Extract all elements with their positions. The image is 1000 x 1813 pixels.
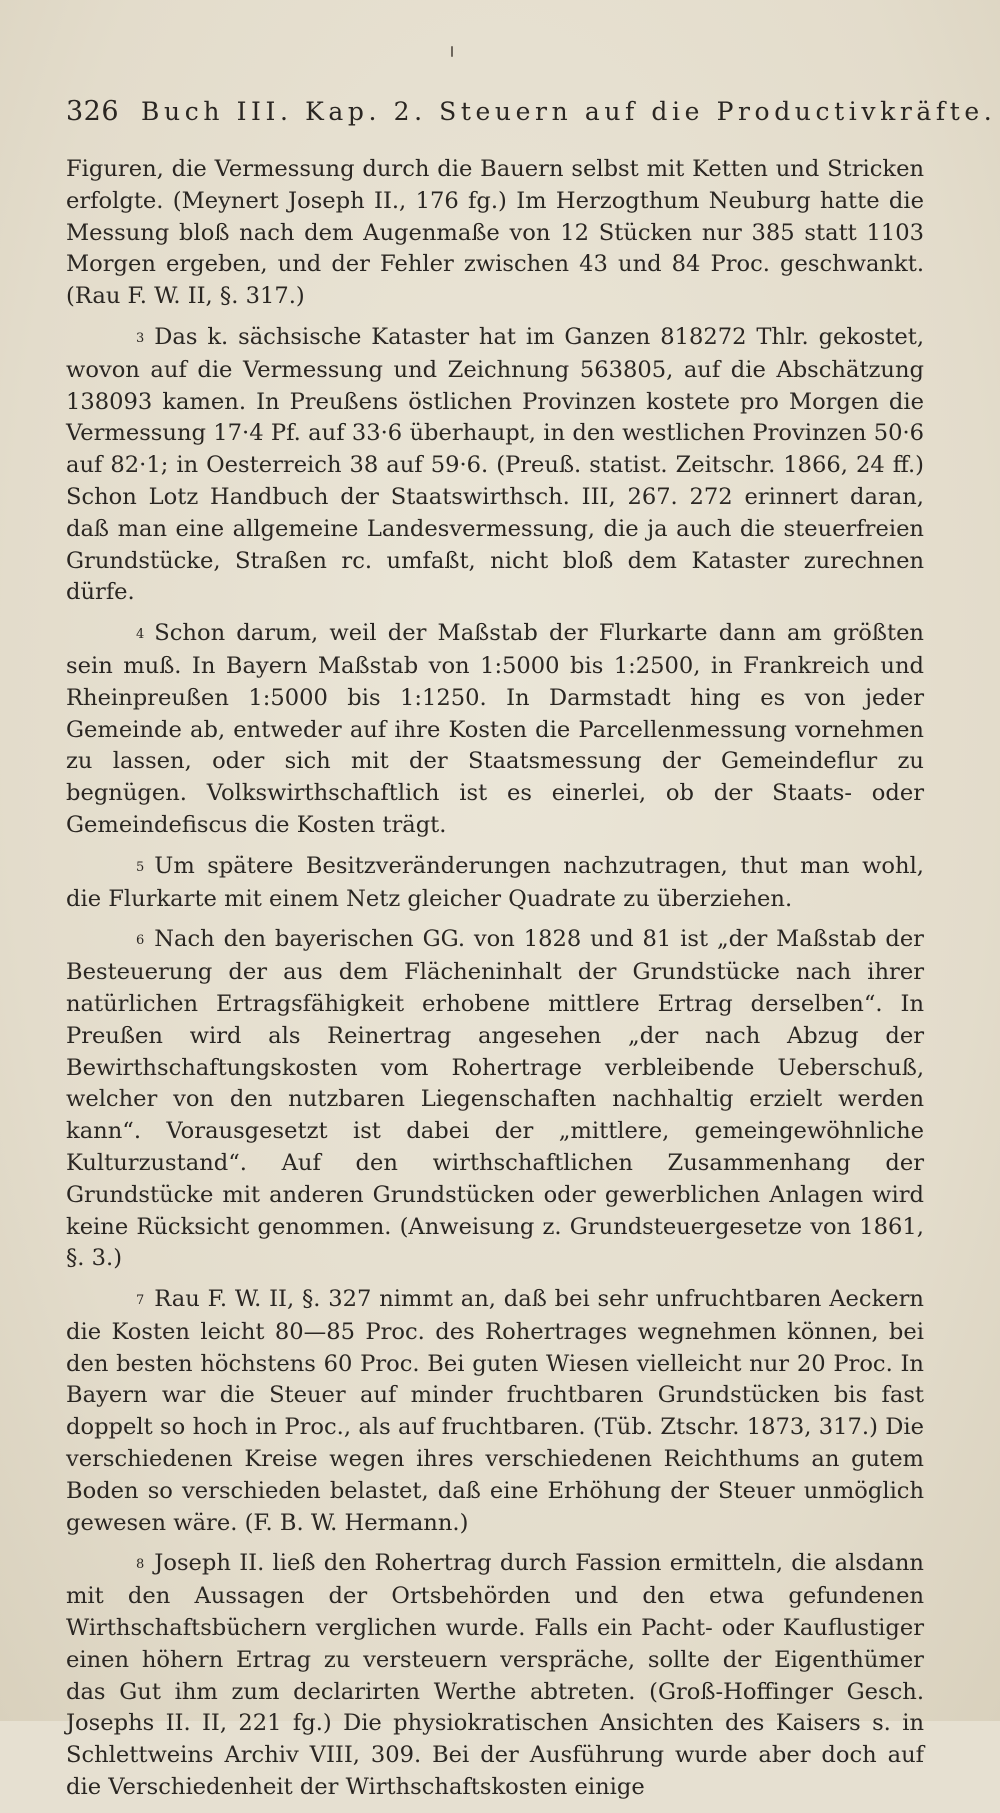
footnote-text: Das k. sächsische Kataster hat im Ganzen 818272 Thlr. gekostet, wovon auf die Vermessung und Zeichnung 563805, auf die Abschätzung 138093 kamen. In Preußens östlichen Provinzen kostete pro Morgen die Vermessung 17·4 Pf. auf 33·6 überhaupt, in den westlichen Provinzen 50·6 auf 82·1; in Oesterreich 38 auf 59·6. (Preuß. statist. Zeitschr. 1866, 24 ff.) Schon Lotz Handbuch der Staatswirthsch. III, 267. 272 erinnert daran, daß man eine allgemeine Landesvermessung, die ja auch die steuerfreien Grundstücke, Straßen rc. umfaßt, nicht bloß dem Kataster zurechnen dürfe. — [66, 323, 924, 606]
footnote-text: Um spätere Besitzveränderungen nachzutragen, thut man wohl, die Flurkarte mit einem Netz gleicher Quadrate zu überziehen. — [66, 852, 924, 912]
footnote-3 — [66, 322, 924, 609]
footnote-text: Joseph II. ließ den Rohertrag durch Fassion ermitteln, die alsdann mit den Aussagen der Ortsbehörden und den etwa gefundenen Wirthschaftsbüchern verglichen wurde. Falls ein Pacht- oder Kauflustiger einen höhern Ertrag zu versteuern verspräche, sollte der Eigenthümer das Gut ihm zum declarirten Werthe abtreten. (Groß-Hoffinger Gesch. Josephs II. II, 221 fg.) Die physiokratischen Ansichten des Kaisers s. in Schlettweins Archiv VIII, 309. Bei der Ausführung wurde aber doch auf die Verschiedenheit der Wirthschaftskosten einige — [66, 1550, 924, 1801]
footnote-8 — [66, 1548, 924, 1803]
running-title: Buch III. Kap. 2. Steuern auf die Productivkräfte. — [141, 97, 997, 126]
footnote-number: 5 — [136, 859, 145, 875]
footnote-number: 6 — [136, 933, 145, 949]
footnote-number: 4 — [136, 627, 145, 643]
footnote-number: 8 — [136, 1557, 145, 1573]
footnote-text: Nach den bayerischen GG. von 1828 und 81 ist „der Maßstab der Besteuerung der aus dem Flächeninhalt der Grundstücke nach ihrer natürlichen Ertragsfähigkeit erhobene mittlere Ertrag derselben“. In Preußen wird als Reinertrag angesehen „der nach Abzug der Bewirthschaftungskosten vom Rohertrage verbleibende Ueberschuß, welcher von den nutzbaren Liegenschaften nachhaltig erzielt werden kann“. Vorausgesetzt ist dabei der „mittlere, gemeingewöhnliche Kulturzustand“. Auf den wirthschaftlichen Zusammenhang der Grundstücke mit anderen Grundstücken oder gewerblichen Anlagen wird keine Rücksicht genommen. (Anweisung z. Grundsteuergesetze von 1861, §. 3.) — [66, 926, 924, 1272]
footnote-text: Figuren, die Vermessung durch die Bauern selbst mit Ketten und Stricken erfolgte. (Meynert Joseph II., 176 fg.) Im Herzogthum Neuburg hatte die Messung bloß nach dem Augenmaße von 12 Stücken nur 385 statt 1103 Morgen ergeben, und der Fehler zwischen 43 und 84 Proc. geschwankt. (Rau F. W. II, §. 317.) — [66, 156, 924, 310]
footnote-number: 3 — [136, 330, 145, 346]
ink-speck — [451, 46, 453, 57]
footnote-6 — [66, 924, 924, 1275]
footnote-number: 7 — [136, 1293, 145, 1309]
page-number: 326 — [66, 96, 120, 127]
footnote-5 — [66, 851, 924, 916]
footnote-continued — [66, 154, 924, 313]
footnotes-block — [66, 154, 924, 1813]
footnote-text: Schon darum, weil der Maßstab der Flurkarte dann am größten sein muß. In Bayern Maßstab von 1:5000 bis 1:2500, in Frankreich und Rheinpreußen 1:5000 bis 1:1250. In Darmstadt hing es von jeder Gemeinde ab, entweder auf ihre Kosten die Parcellenmessung vornehmen zu lassen, oder sich mit der Staatsmessung der Gemeindeflur zu begnügen. Volkswirthschaftlich ist es einerlei, ob der Staats- oder Gemeindefiscus die Kosten trägt. — [66, 620, 924, 838]
footnote-4 — [66, 618, 924, 842]
footnote-7 — [66, 1284, 924, 1539]
footnote-text: Rau F. W. II, §. 327 nimmt an, daß bei sehr unfruchtbaren Aeckern die Kosten leicht 80—85 Proc. des Rohertrages wegnehmen können, bei den besten höchstens 60 Proc. Bei guten Wiesen vielleicht nur 20 Proc. In Bayern war die Steuer auf minder fruchtbaren Grundstücken bis fast doppelt so hoch in Proc., als auf fruchtbaren. (Tüb. Ztschr. 1873, 317.) Die verschiedenen Kreise wegen ihres verschiedenen Reichthums an gutem Boden so verschieden belastet, daß eine Erhöhung der Steuer unmöglich gewesen wäre. (F. B. W. Hermann.) — [66, 1286, 924, 1536]
running-head — [66, 96, 997, 136]
